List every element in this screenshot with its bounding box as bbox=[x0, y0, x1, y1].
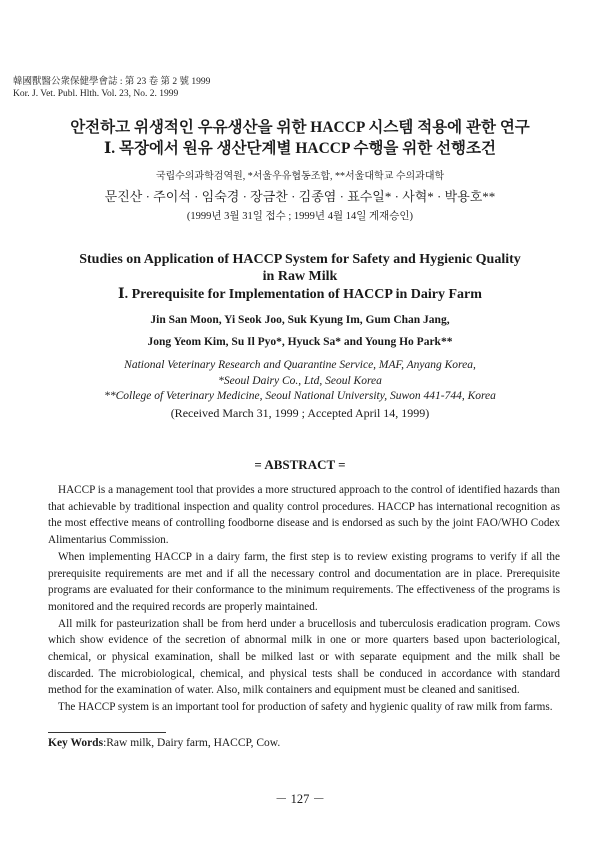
english-title-line-3: Ⅰ. Prerequisite for Implementation of HACCP in Dairy Farm bbox=[118, 287, 482, 302]
abstract-paragraph-2: When implementing HACCP in a dairy farm, the first step is to review existing programs to verify if all the prerequisite requirements are met and if all the necessary control and documentation are in place. Prerequisite programs are evaluated for their conformance to the minimum requirements. The effectiveness of the programs is monitored and the required records are properly maintained. bbox=[48, 550, 560, 613]
korean-title-line-2: Ⅰ. 목장에서 원유 생산단계별 HACCP 수행을 위한 선행조건 bbox=[104, 140, 496, 157]
footnote-rule bbox=[48, 732, 166, 733]
english-affiliation-line-3: **College of Veterinary Medicine, Seoul National University, Suwon 441-744, Korea bbox=[104, 390, 496, 402]
page-number: － 127 － bbox=[274, 792, 325, 806]
journal-header-korean: 韓國獸醫公衆保健學會誌 : 第 23 卷 第 2 號 1999 bbox=[13, 77, 211, 87]
english-title-line-2: in Raw Milk bbox=[262, 269, 338, 284]
korean-title-line-1: 안전하고 위생적인 우유생산을 위한 HACCP 시스템 적용에 관한 연구 bbox=[70, 119, 530, 136]
journal-header-english: Kor. J. Vet. Publ. Hlth. Vol. 23, No. 2. 1999 bbox=[13, 89, 179, 99]
abstract-paragraph-1: HACCP is a management tool that provides a more structured approach to the control of identified hazards than that achievable by traditional inspection and quality control procedures. HACCP has international recognition as the most effective means of controlling foodborne disease and is endorsed as such by the joint FAO/WHO Codex Alimentarius Commission. bbox=[48, 484, 560, 547]
english-affiliation-line-2: *Seoul Dairy Co., Ltd, Seoul Korea bbox=[218, 375, 382, 387]
abstract-paragraph-3: All milk for pasteurization shall be from herd under a brucellosis and tuberculosis eradication program. Cows which show evidence of the secretion of abnormal milk in one or more quarters based upon bacteriological, chemical, or physical examination, shall be milked last or with separate equipment and the milk shall be discarded. The microbiological, chemical, and physical tests shall be conduced in accordance with standard method for the examination of water. Also, milk containers and equipment must be cleaned and sanitised. bbox=[48, 617, 560, 697]
english-title-line-1: Studies on Application of HACCP System for Safety and Hygienic Quality bbox=[79, 252, 521, 267]
english-dates: (Received March 31, 1999 ; Accepted April 14, 1999) bbox=[170, 406, 430, 420]
korean-dates: (1999년 3월 31일 접수 ; 1999년 4월 14일 게재승인) bbox=[186, 211, 414, 222]
key-words bbox=[48, 737, 280, 749]
abstract-heading: = ABSTRACT = bbox=[254, 457, 346, 472]
abstract-paragraph-4: The HACCP system is an important tool for production of safety and hygienic quality of raw milk from farms. bbox=[58, 701, 553, 714]
english-affiliation-line-1: National Veterinary Research and Quarantine Service, MAF, Anyang Korea, bbox=[124, 359, 476, 371]
english-authors-line-2: Jong Yeom Kim, Su Il Pyo*, Hyuck Sa* and Young Ho Park** bbox=[147, 336, 453, 348]
korean-authors: 문진산 · 주이석 · 임숙경 · 장금찬 · 김종염 · 표수일* · 사혁* · 박용호** bbox=[104, 189, 496, 204]
korean-affiliation: 국립수의과학검역원, *서울우유협동조합, **서울대학교 수의과대학 bbox=[155, 171, 445, 182]
english-authors-line-1: Jin San Moon, Yi Seok Joo, Suk Kyung Im, Gum Chan Jang, bbox=[150, 314, 450, 326]
abstract-body bbox=[48, 482, 560, 716]
key-words-text: :Raw milk, Dairy farm, HACCP, Cow. bbox=[103, 737, 281, 749]
key-words-label: Key Words bbox=[48, 737, 104, 749]
